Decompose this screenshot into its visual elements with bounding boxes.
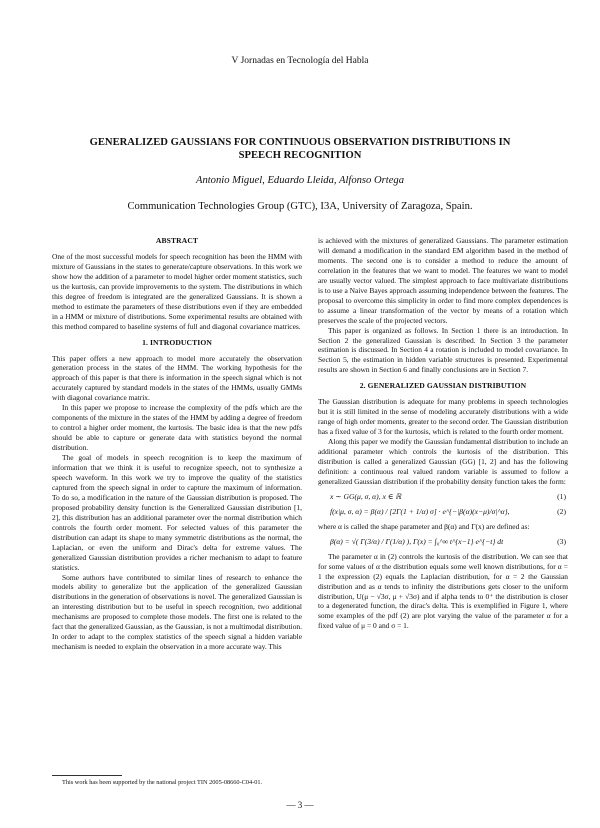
paragraph: where α is called the shape parameter and β(α) and Γ(x) are defined as: (318, 521, 530, 531)
page-number: — 3 — (286, 800, 314, 810)
equation-3-number: (3) (557, 536, 566, 546)
paragraph: In this paper we propose to increase the complexity of the pdfs which are the components of the mixture in the states of the HMM by adding a degree of freedom to control a higher order moment, the kurtosis. The basic idea is that the new pdfs should be able to capture or generate data with statistics beyond the normal distribution. (52, 403, 302, 453)
equation-2 (318, 507, 568, 517)
running-header: V Jornadas en Tecnología del Habla (231, 56, 369, 66)
paragraph: is achieved with the mixtures of generalized Gaussians. The parameter estimation will demand a modification in the standard EM algorithm based in the method of moments. The second one is to consider a method to reduce the amount of correlation in the features that we want to model. The features we want to model are usually vector valued. The simplest approach to face multivariate distributions is to use a Naive Bayes approach assuming independence between the features. The proposal to overcome this simplicity in order to find more complex dependences is to assume a linear transformation of the vector by means of a rotation which preserves the scale of the projected vectors. (318, 236, 568, 325)
equation-1-body: x ∼ GG(μ, σ, α), x ∈ ℝ (330, 491, 402, 501)
paragraph: The Gaussian distribution is adequate for many problems in speech technologies but it is still limited in the sense of modeling accurately distributions with a wide range of high order moments, greater to the second order. The Gaussian distribution has a fixed value of 3 for the kurtosis, which is related to the fourth order moment. (318, 397, 568, 437)
abstract-text: One of the most successful models for speech recognition has been the HMM with mixture of Gaussians in the states to generate/capture observations. In this work we show how the addition of a parameter to model higher order moment statistics, such us the kurtosis, can provide improvements to the system. The distributions in which this degree of freedom is integrated are the generalized Gaussians. It is shown a method to estimate the parameters of these distributions even if they are embedded in a HMM or mixture of distributions. Some experimental results are obtained with this method compared to baseline systems of full and diagonal covariance matrices. (52, 251, 302, 331)
paragraph: Some authors have contributed to similar lines of research to enhance the models ability to generalize but the application of the generalized Gaussian distributions in the generation of observations is novel. The generalized Gaussian is an interesting distribution but to be useful in speech recognition, two additional mechanisms are proposed to complete those models. The first one is related to the fact that the generalized Gaussian, as the Gaussian, is not a multimodal distribution. In order to adapt to the complex statistics of the speech signal a hidden variable mechanism is needed to explain the observation in a more accurate way. This (52, 572, 302, 652)
right-column (318, 236, 568, 631)
equation-2-body: f(x|μ, σ, α) = β(α) / [2Γ(1 + 1/α) σ] · e^{−|β(α)(x−μ)/σ|^α}, (330, 506, 510, 516)
footnote-rule (52, 775, 122, 776)
equation-1-number: (1) (557, 491, 566, 501)
paragraph: The parameter α in (2) controls the kurtosis of the distribution. We can see that for some values of α the distribution equals some well known distributions, for α = 1 the expression (2) equals the Laplacian distribution, for α = 2 the Gaussian distribution and as α tends to infinity the distributions gets closer to the uniform distribution, U(μ − √3σ, μ + √3σ) and if alpha tends to 0⁺ the distribution is closer to a degenerated function, the dirac's delta. This is exemplified in Figure 1, where some examples of the pdf (2) are plot varying the value of the parameter α for a fixed value of μ = 0 and σ = 1. (318, 551, 568, 631)
footnote: This work has been supported by the national project TIN 2005-08660-C04-01. (62, 779, 263, 786)
paragraph: The goal of models in speech recognition is to keep the maximum of information that we think it is useful to recognize speech, not to synthesize a speech waveform. In this work we try to improve the quality of the statistics captured from the speech signal in order to capture the maximum of information. To do so, a modification in the nature of the Gaussian distribution is proposed. The proposed probability density function is the Generalized Gaussian distribution [1, 2], this distribution has an additional parameter over the normal distribution which controls the fourth order moment. For selected values of this parameter the distribution can adapt its shape to many symmetric distributions as the normal, the Laplacian, or even the uniform and Dirac's delta for extreme values. The generalized Gaussian distribution provides a richer mechanism to adapt to feature statistics. (52, 453, 302, 572)
paragraph: This paper offers a new approach to model more accurately the observation generation process in the states of the HMM. The working hypothesis for the approach of this paper is that there is information in the speech signal which is not accurately captured by standard models in the states of the HMMs, usually GMMs with diagonal covariance matrix. (52, 353, 302, 403)
equation-2-number: (2) (557, 506, 566, 516)
section-2-heading: 2. GENERALIZED GAUSSIAN DISTRIBUTION (359, 381, 527, 391)
abstract-heading: ABSTRACT (155, 236, 199, 245)
paragraph: Along this paper we modify the Gaussian fundamental distribution to include an additional parameter which controls the kurtosis of the distribution. This distribution is called a generalized Gaussian (GG) [1, 2] and has the following definition: a continuous real valued random variable is assumed to follow a generalized Gaussian distribution if the probability density function takes the form: (318, 437, 568, 486)
intro-heading: 1. INTRODUCTION (142, 337, 212, 347)
equation-3 (318, 537, 568, 547)
left-column (52, 236, 302, 652)
affiliation: Communication Technologies Group (GTC), I3A, University of Zaragoza, Spain. (127, 201, 473, 212)
paragraph: This paper is organized as follows. In Section 1 there is an introduction. In Section 2 the generalized Gaussian is described. In Section 3 the parameter estimation is discussed. In Section 4 a rotation is included to model covariance. In Section 5, the estimation in hidden variable structures is presented. Experimental results are shown in Section 6 and finally conclusions are in Section 7. (318, 325, 568, 375)
author-list: Antonio Miguel, Eduardo Lleida, Alfonso Ortega (195, 175, 405, 186)
equation-3-body: β(α) = √( Γ(3/α) / Γ(1/α) ), Γ(x) = ∫₀^∞ t^{x−1} e^{−t} dt (330, 536, 504, 546)
equation-1 (318, 492, 568, 502)
paper-title: GENERALIZED GAUSSIANS FOR CONTINUOUS OBSERVATION DISTRIBUTIONS IN SPEECH RECOGNITION (89, 137, 511, 161)
